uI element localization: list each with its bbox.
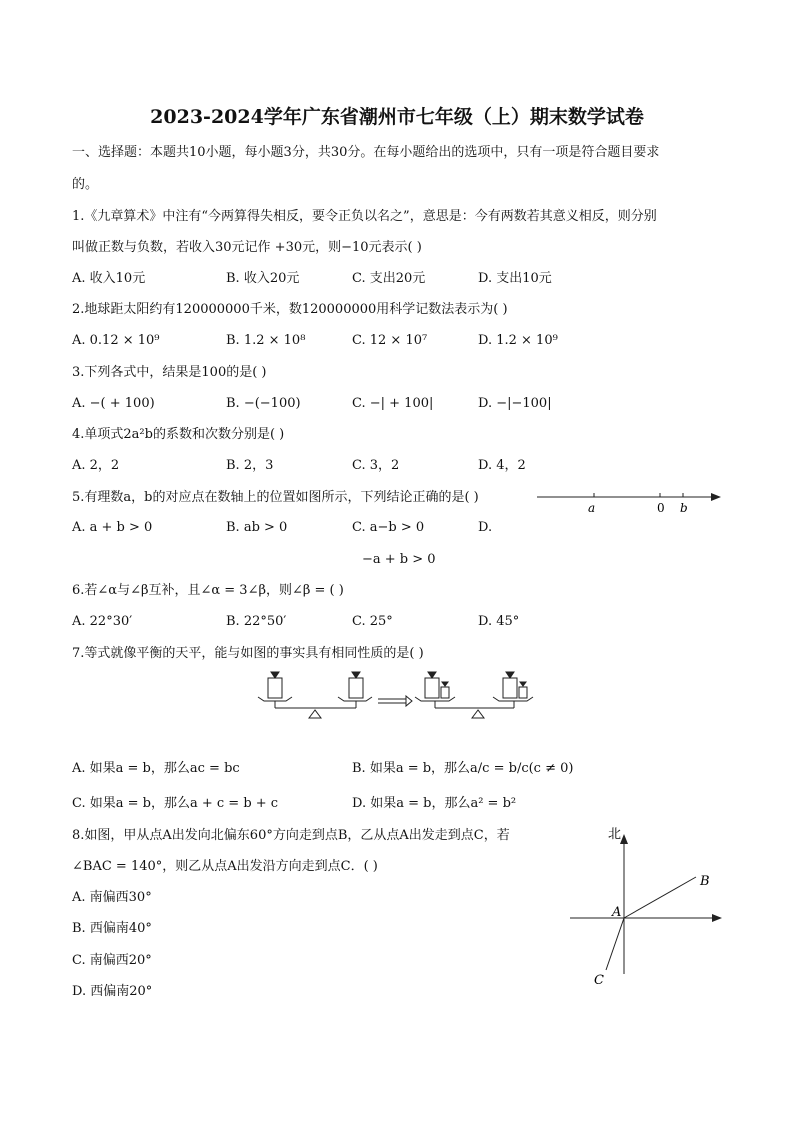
q2-option-d: D. 1.2 × 10⁹ [478, 333, 558, 348]
q8-option-c: C. 南偏西20° [72, 953, 152, 968]
q6-option-d: D. 45° [478, 614, 520, 629]
q7-option-b: B. 如果a = b，那么a/c = b/c(c ≠ 0) [352, 761, 574, 776]
q6-option-b: B. 22°50′ [226, 614, 287, 629]
q5-option-d-content: −a + b > 0 [362, 552, 436, 567]
point-a-label: A [612, 905, 622, 920]
q1-option-d: D. 支出10元 [478, 271, 552, 286]
axis-label-b: b [680, 501, 688, 515]
q1-stem-line1: 1.《九章算术》中注有“今两算得失相反，要令正负以名之”，意思是：今有两数若其意义相反，则分别 [72, 209, 657, 224]
q1-stem-line2: 叫做正数与负数，若收入30元记作 +30元，则−10元表示( ) [72, 240, 422, 255]
balance-left [258, 672, 372, 718]
q4-option-c: C. 3，2 [352, 458, 400, 473]
q6-option-a: A. 22°30′ [72, 614, 133, 629]
q1-option-a: A. 收入10元 [72, 271, 146, 286]
q1-option-b: B. 收入20元 [226, 271, 300, 286]
point-c-label: C [594, 973, 604, 988]
q3-stem: 3.下列各式中，结果是100的是( ) [72, 365, 267, 380]
q5-stem: 5.有理数a，b的对应点在数轴上的位置如图所示，下列结论正确的是( ) [72, 490, 479, 505]
q2-option-a: A. 0.12 × 10⁹ [72, 333, 160, 348]
page-title: 2023-2024学年广东省潮州市七年级（上）期末数学试卷 [150, 106, 644, 128]
q7-balance-figure [252, 670, 552, 722]
q7-option-d: D. 如果a = b，那么a² = b² [352, 796, 517, 811]
q5-option-a: A. a + b > 0 [72, 520, 153, 535]
q3-option-d: D. −|−100| [478, 396, 552, 411]
q7-option-a: A. 如果a = b，那么ac = bc [72, 761, 240, 776]
q4-option-b: B. 2，3 [226, 458, 274, 473]
point-b-label: B [700, 874, 710, 889]
north-label: 北 [608, 827, 622, 842]
q4-option-d: D. 4，2 [478, 458, 526, 473]
q1-option-c: C. 支出20元 [352, 271, 426, 286]
q4-option-a: A. 2，2 [72, 458, 120, 473]
q7-stem: 7.等式就像平衡的天平，能与如图的事实具有相同性质的是( ) [72, 646, 424, 661]
q8-stem-line2: ∠BAC = 140°，则乙从点A出发沿方向走到点C．( ) [72, 859, 378, 874]
q4-stem: 4.单项式2a²b的系数和次数分别是( ) [72, 427, 285, 442]
q5-option-b: B. ab > 0 [226, 520, 288, 535]
axis-label-a: a [588, 501, 596, 515]
axis-label-0: 0 [657, 501, 665, 515]
double-arrow [378, 696, 412, 706]
q5-option-c: C. a−b > 0 [352, 520, 425, 535]
q3-option-c: C. −| + 100| [352, 396, 434, 411]
q3-option-a: A. −( + 100) [72, 396, 155, 411]
q8-direction-figure [560, 822, 730, 992]
q5-option-d: D. [478, 520, 493, 535]
q8-option-d: D. 西偏南20° [72, 984, 153, 999]
q2-stem: 2.地球距太阳约有120000000千米，数120000000用科学记数法表示为( ) [72, 302, 508, 317]
balance-right [415, 672, 533, 718]
q7-option-c: C. 如果a = b，那么a + c = b + c [72, 796, 279, 811]
q5-number-line [535, 488, 725, 518]
section-instruction-line2: 的。 [72, 177, 99, 192]
q2-option-c: C. 12 × 10⁷ [352, 333, 428, 348]
q8-stem-line1: 8.如图，甲从点A出发向北偏东60°方向走到点B，乙从点A出发走到点C，若 [72, 828, 510, 843]
q6-stem: 6.若∠α与∠β互补，且∠α = 3∠β，则∠β = ( ) [72, 583, 344, 598]
q6-option-c: C. 25° [352, 614, 393, 629]
section-instruction-line1: 一、选择题：本题共10小题，每小题3分，共30分。在每小题给出的选项中，只有一项是符合题目要求 [72, 145, 660, 160]
q8-option-b: B. 西偏南40° [72, 921, 152, 936]
q8-option-a: A. 南偏西30° [72, 890, 152, 905]
q2-option-b: B. 1.2 × 10⁸ [226, 333, 306, 348]
q3-option-b: B. −(−100) [226, 396, 301, 411]
